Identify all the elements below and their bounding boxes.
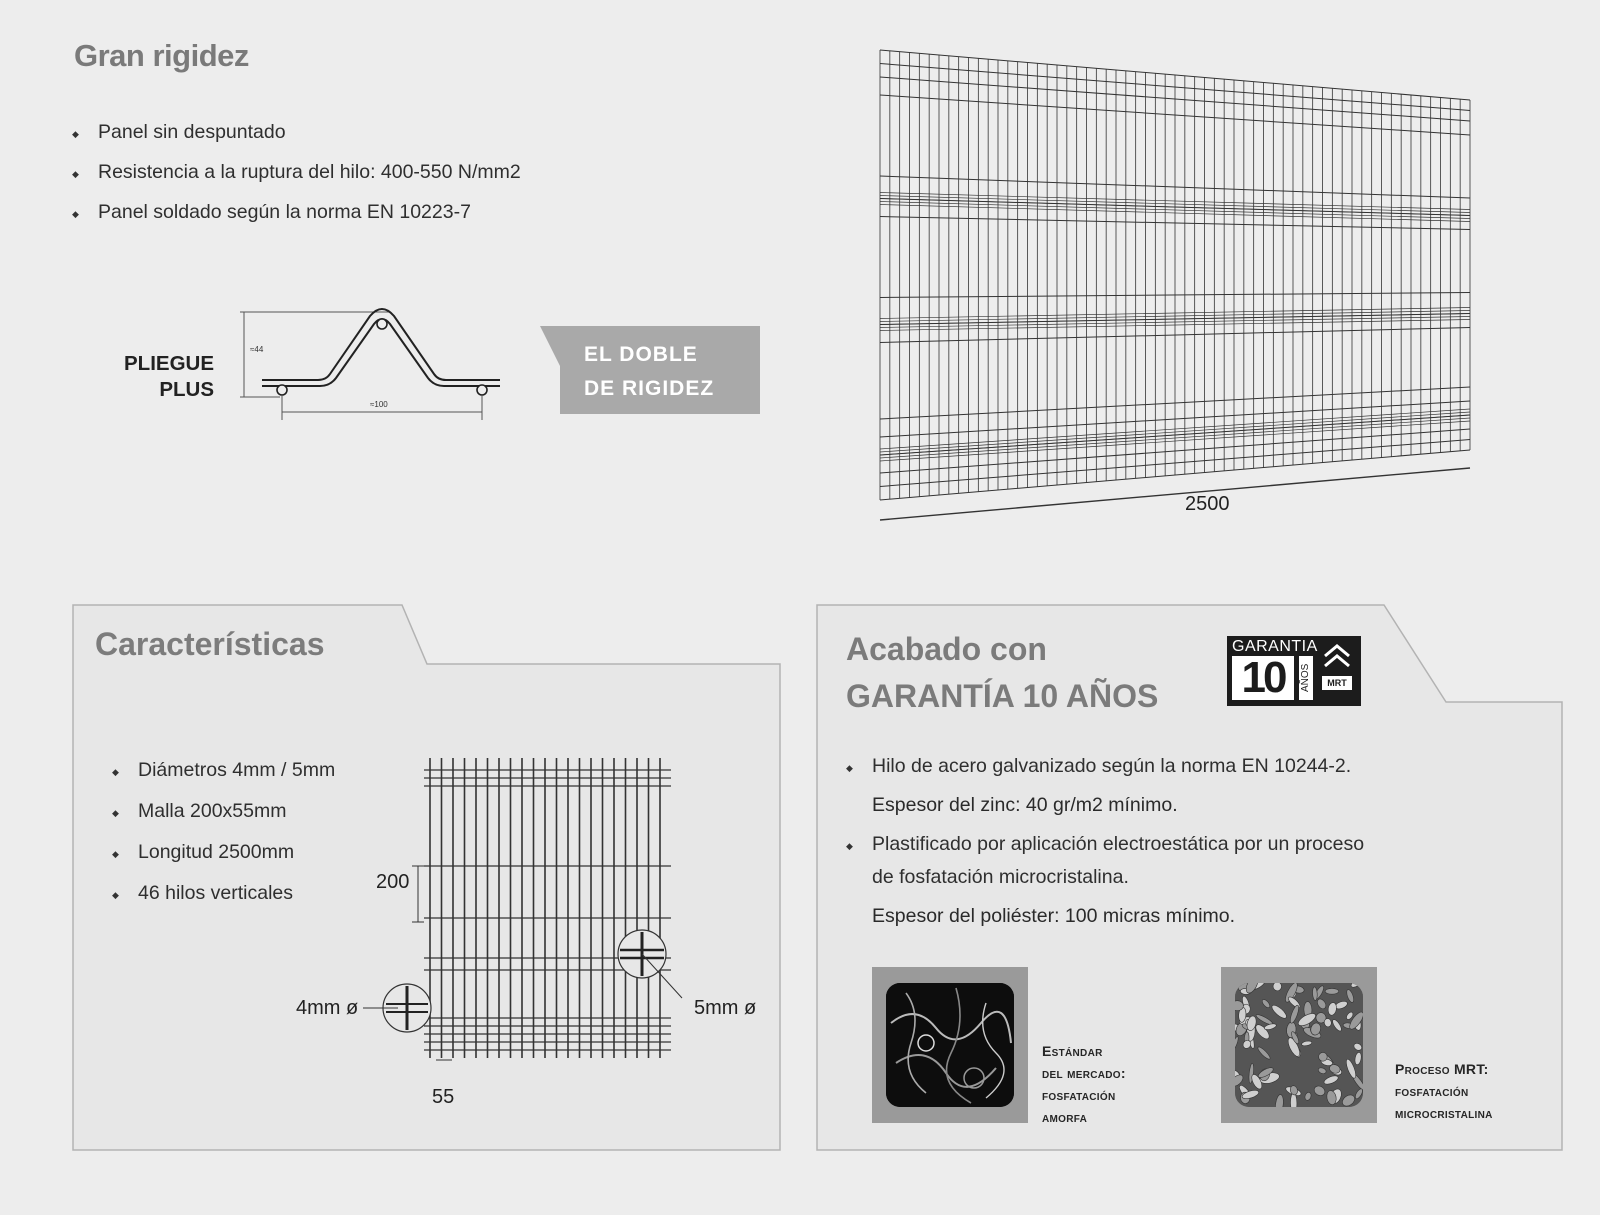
acabado-title: [846, 626, 1158, 720]
mrt-logo-icon: [1323, 642, 1353, 672]
caption-mrt: [1395, 1058, 1493, 1124]
pliegue-label-line1: PLIEGUE: [124, 352, 214, 375]
doble-line1: EL DOBLE: [584, 343, 698, 366]
zinc-thickness-text: Espesor del zinc: 40 gr/m2 mínimo.: [872, 794, 1178, 816]
list-item: ◆ Hilo de acero galvanizado según la norma EN 10244-2.: [846, 750, 1406, 783]
dim-width-label: ≈100: [370, 400, 388, 409]
dim-height-label: ≈44: [250, 345, 264, 354]
bullet2-line2: de fosfatación microcristalina.: [872, 866, 1129, 888]
acabado-list: [846, 750, 1406, 939]
pliegue-label-line2: PLUS: [159, 378, 214, 401]
list-item: [846, 828, 1406, 894]
caracteristicas-title: Características: [95, 626, 325, 662]
badge-anos: AÑOS: [1299, 656, 1313, 700]
fence-panel-illustration: [870, 40, 1480, 530]
caption-line: del mercado:: [1042, 1065, 1126, 1081]
bullet2-line1: ◆ Plastificado por aplicación electroestática por un proceso: [872, 833, 1365, 855]
badge-brand: MRT: [1322, 676, 1352, 690]
list-item: ◆ 46 hilos verticales: [112, 883, 335, 903]
acabado-title-line1: Acabado con: [846, 631, 1047, 667]
pliegue-plus-label: [104, 351, 214, 403]
list-item: ◆ Panel sin despuntado: [72, 122, 521, 142]
garantia-badge: [1227, 636, 1361, 706]
caption-line: amorfa: [1042, 1109, 1088, 1125]
caption-line: Proceso MRT:: [1395, 1061, 1489, 1077]
badge-garantia-text: GARANTIA: [1232, 638, 1318, 655]
list-item: ◆ Diámetros 4mm / 5mm: [112, 760, 335, 780]
dim-4mm-label: 4mm ø: [296, 997, 359, 1019]
dim-5mm-label: 5mm ø: [694, 997, 757, 1019]
badge-number: 10: [1232, 656, 1294, 700]
caption-line: fosfatación: [1395, 1083, 1469, 1099]
dim-55-label: 55: [432, 1086, 455, 1108]
pliegue-profile-diagram: [230, 300, 520, 430]
acabado-title-line2: GARANTÍA 10 AÑOS: [846, 678, 1159, 714]
list-item: ◆ Longitud 2500mm: [112, 842, 335, 862]
gran-rigidez-list: [72, 122, 521, 242]
microcrystalline-phosphate-photo: [1221, 967, 1377, 1123]
polyester-thickness-text: Espesor del poliéster: 100 micras mínimo.: [872, 905, 1236, 927]
list-item: ◆ Resistencia a la ruptura del hilo: 400-550 N/mm2: [72, 162, 521, 182]
mesh-detail-diagram: [290, 758, 770, 1118]
gran-rigidez-title: Gran rigidez: [74, 38, 249, 73]
fence-length-label: 2500: [1185, 493, 1230, 515]
list-item: ◆ Malla 200x55mm: [112, 801, 335, 821]
dim-200-label: 200: [376, 871, 410, 893]
doble-rigidez-badge: [540, 326, 760, 414]
amorphous-phosphate-photo: [872, 967, 1028, 1123]
doble-rigidez-text: [584, 338, 714, 406]
caption-line: fosfatación: [1042, 1087, 1116, 1103]
caption-line: Estándar: [1042, 1043, 1103, 1059]
caption-standard: [1042, 1040, 1126, 1128]
doble-line2: DE RIGIDEZ: [584, 377, 715, 400]
caption-line: microcristalina: [1395, 1105, 1493, 1121]
list-item: ◆ Panel soldado según la norma EN 10223-7: [72, 202, 521, 222]
